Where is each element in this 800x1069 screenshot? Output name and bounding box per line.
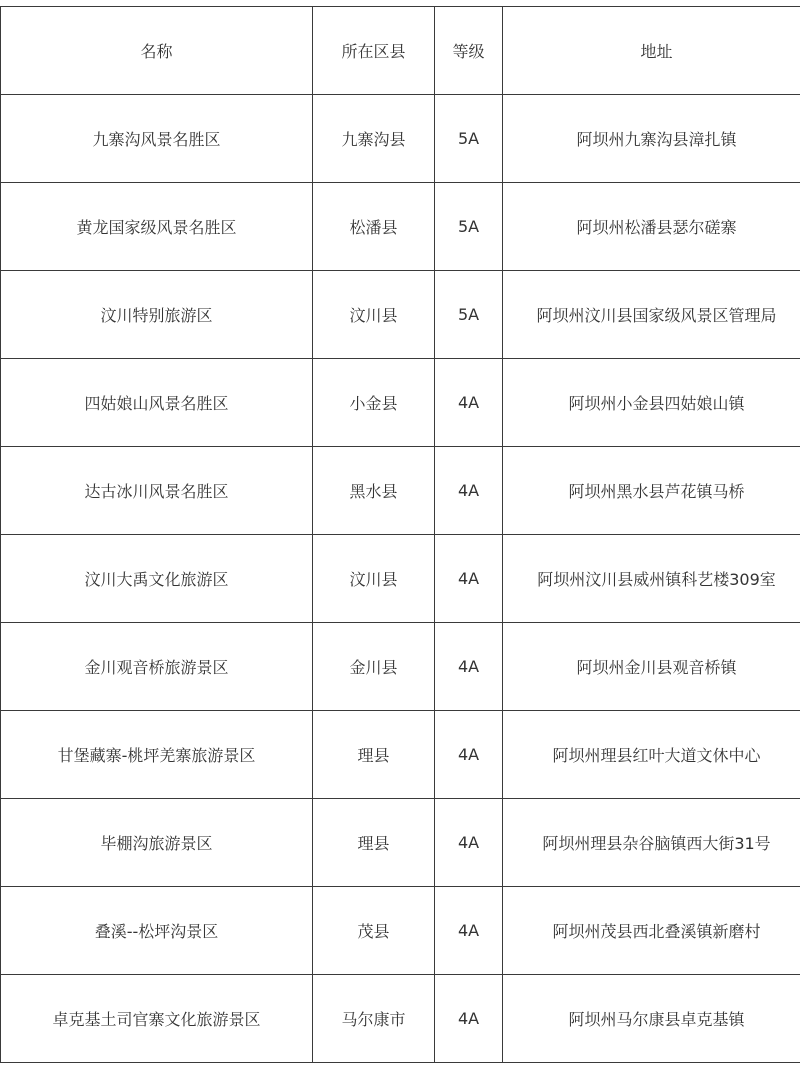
cell-county: 理县 (313, 799, 435, 887)
cell-address: 阿坝州汶川县威州镇科艺楼309室 (503, 535, 800, 623)
table-row (1, 95, 800, 183)
cell-address: 阿坝州小金县四姑娘山镇 (503, 359, 800, 447)
cell-level: 4A (435, 447, 503, 535)
table-row (1, 887, 800, 975)
cell-level: 4A (435, 359, 503, 447)
cell-address: 阿坝州金川县观音桥镇 (503, 623, 800, 711)
cell-level: 4A (435, 799, 503, 887)
cell-county: 金川县 (313, 623, 435, 711)
cell-level: 5A (435, 95, 503, 183)
cell-address: 阿坝州九寨沟县漳扎镇 (503, 95, 800, 183)
cell-level: 4A (435, 623, 503, 711)
cell-level: 4A (435, 887, 503, 975)
cell-county: 小金县 (313, 359, 435, 447)
cell-name: 叠溪--松坪沟景区 (1, 887, 313, 975)
cell-county: 松潘县 (313, 183, 435, 271)
cell-county: 茂县 (313, 887, 435, 975)
table-row (1, 447, 800, 535)
cell-address: 阿坝州理县红叶大道文休中心 (503, 711, 800, 799)
scenic-areas-table (0, 6, 800, 1063)
table-header-row (1, 7, 800, 95)
cell-address: 阿坝州理县杂谷脑镇西大街31号 (503, 799, 800, 887)
cell-name: 黄龙国家级风景名胜区 (1, 183, 313, 271)
table-row (1, 799, 800, 887)
cell-address: 阿坝州松潘县瑟尔磋寨 (503, 183, 800, 271)
cell-level: 4A (435, 975, 503, 1063)
cell-level: 4A (435, 535, 503, 623)
cell-name: 毕棚沟旅游景区 (1, 799, 313, 887)
cell-name: 卓克基土司官寨文化旅游景区 (1, 975, 313, 1063)
table-row (1, 271, 800, 359)
cell-level: 4A (435, 711, 503, 799)
cell-address: 阿坝州马尔康县卓克基镇 (503, 975, 800, 1063)
cell-county: 九寨沟县 (313, 95, 435, 183)
header-county: 所在区县 (313, 7, 435, 95)
cell-name: 达古冰川风景名胜区 (1, 447, 313, 535)
table-row (1, 623, 800, 711)
table-row (1, 183, 800, 271)
scenic-areas-table-container (0, 6, 800, 1063)
header-level: 等级 (435, 7, 503, 95)
table-row (1, 975, 800, 1063)
cell-county: 理县 (313, 711, 435, 799)
cell-level: 5A (435, 183, 503, 271)
cell-name: 九寨沟风景名胜区 (1, 95, 313, 183)
cell-county: 马尔康市 (313, 975, 435, 1063)
table-row (1, 711, 800, 799)
cell-name: 汶川大禹文化旅游区 (1, 535, 313, 623)
header-name: 名称 (1, 7, 313, 95)
cell-address: 阿坝州汶川县国家级风景区管理局 (503, 271, 800, 359)
cell-county: 汶川县 (313, 271, 435, 359)
cell-name: 金川观音桥旅游景区 (1, 623, 313, 711)
table-row (1, 535, 800, 623)
cell-name: 甘堡藏寨-桃坪羌寨旅游景区 (1, 711, 313, 799)
cell-address: 阿坝州黑水县芦花镇马桥 (503, 447, 800, 535)
cell-address: 阿坝州茂县西北叠溪镇新磨村 (503, 887, 800, 975)
cell-name: 汶川特别旅游区 (1, 271, 313, 359)
table-row (1, 359, 800, 447)
cell-county: 黑水县 (313, 447, 435, 535)
cell-level: 5A (435, 271, 503, 359)
header-address: 地址 (503, 7, 800, 95)
cell-name: 四姑娘山风景名胜区 (1, 359, 313, 447)
cell-county: 汶川县 (313, 535, 435, 623)
